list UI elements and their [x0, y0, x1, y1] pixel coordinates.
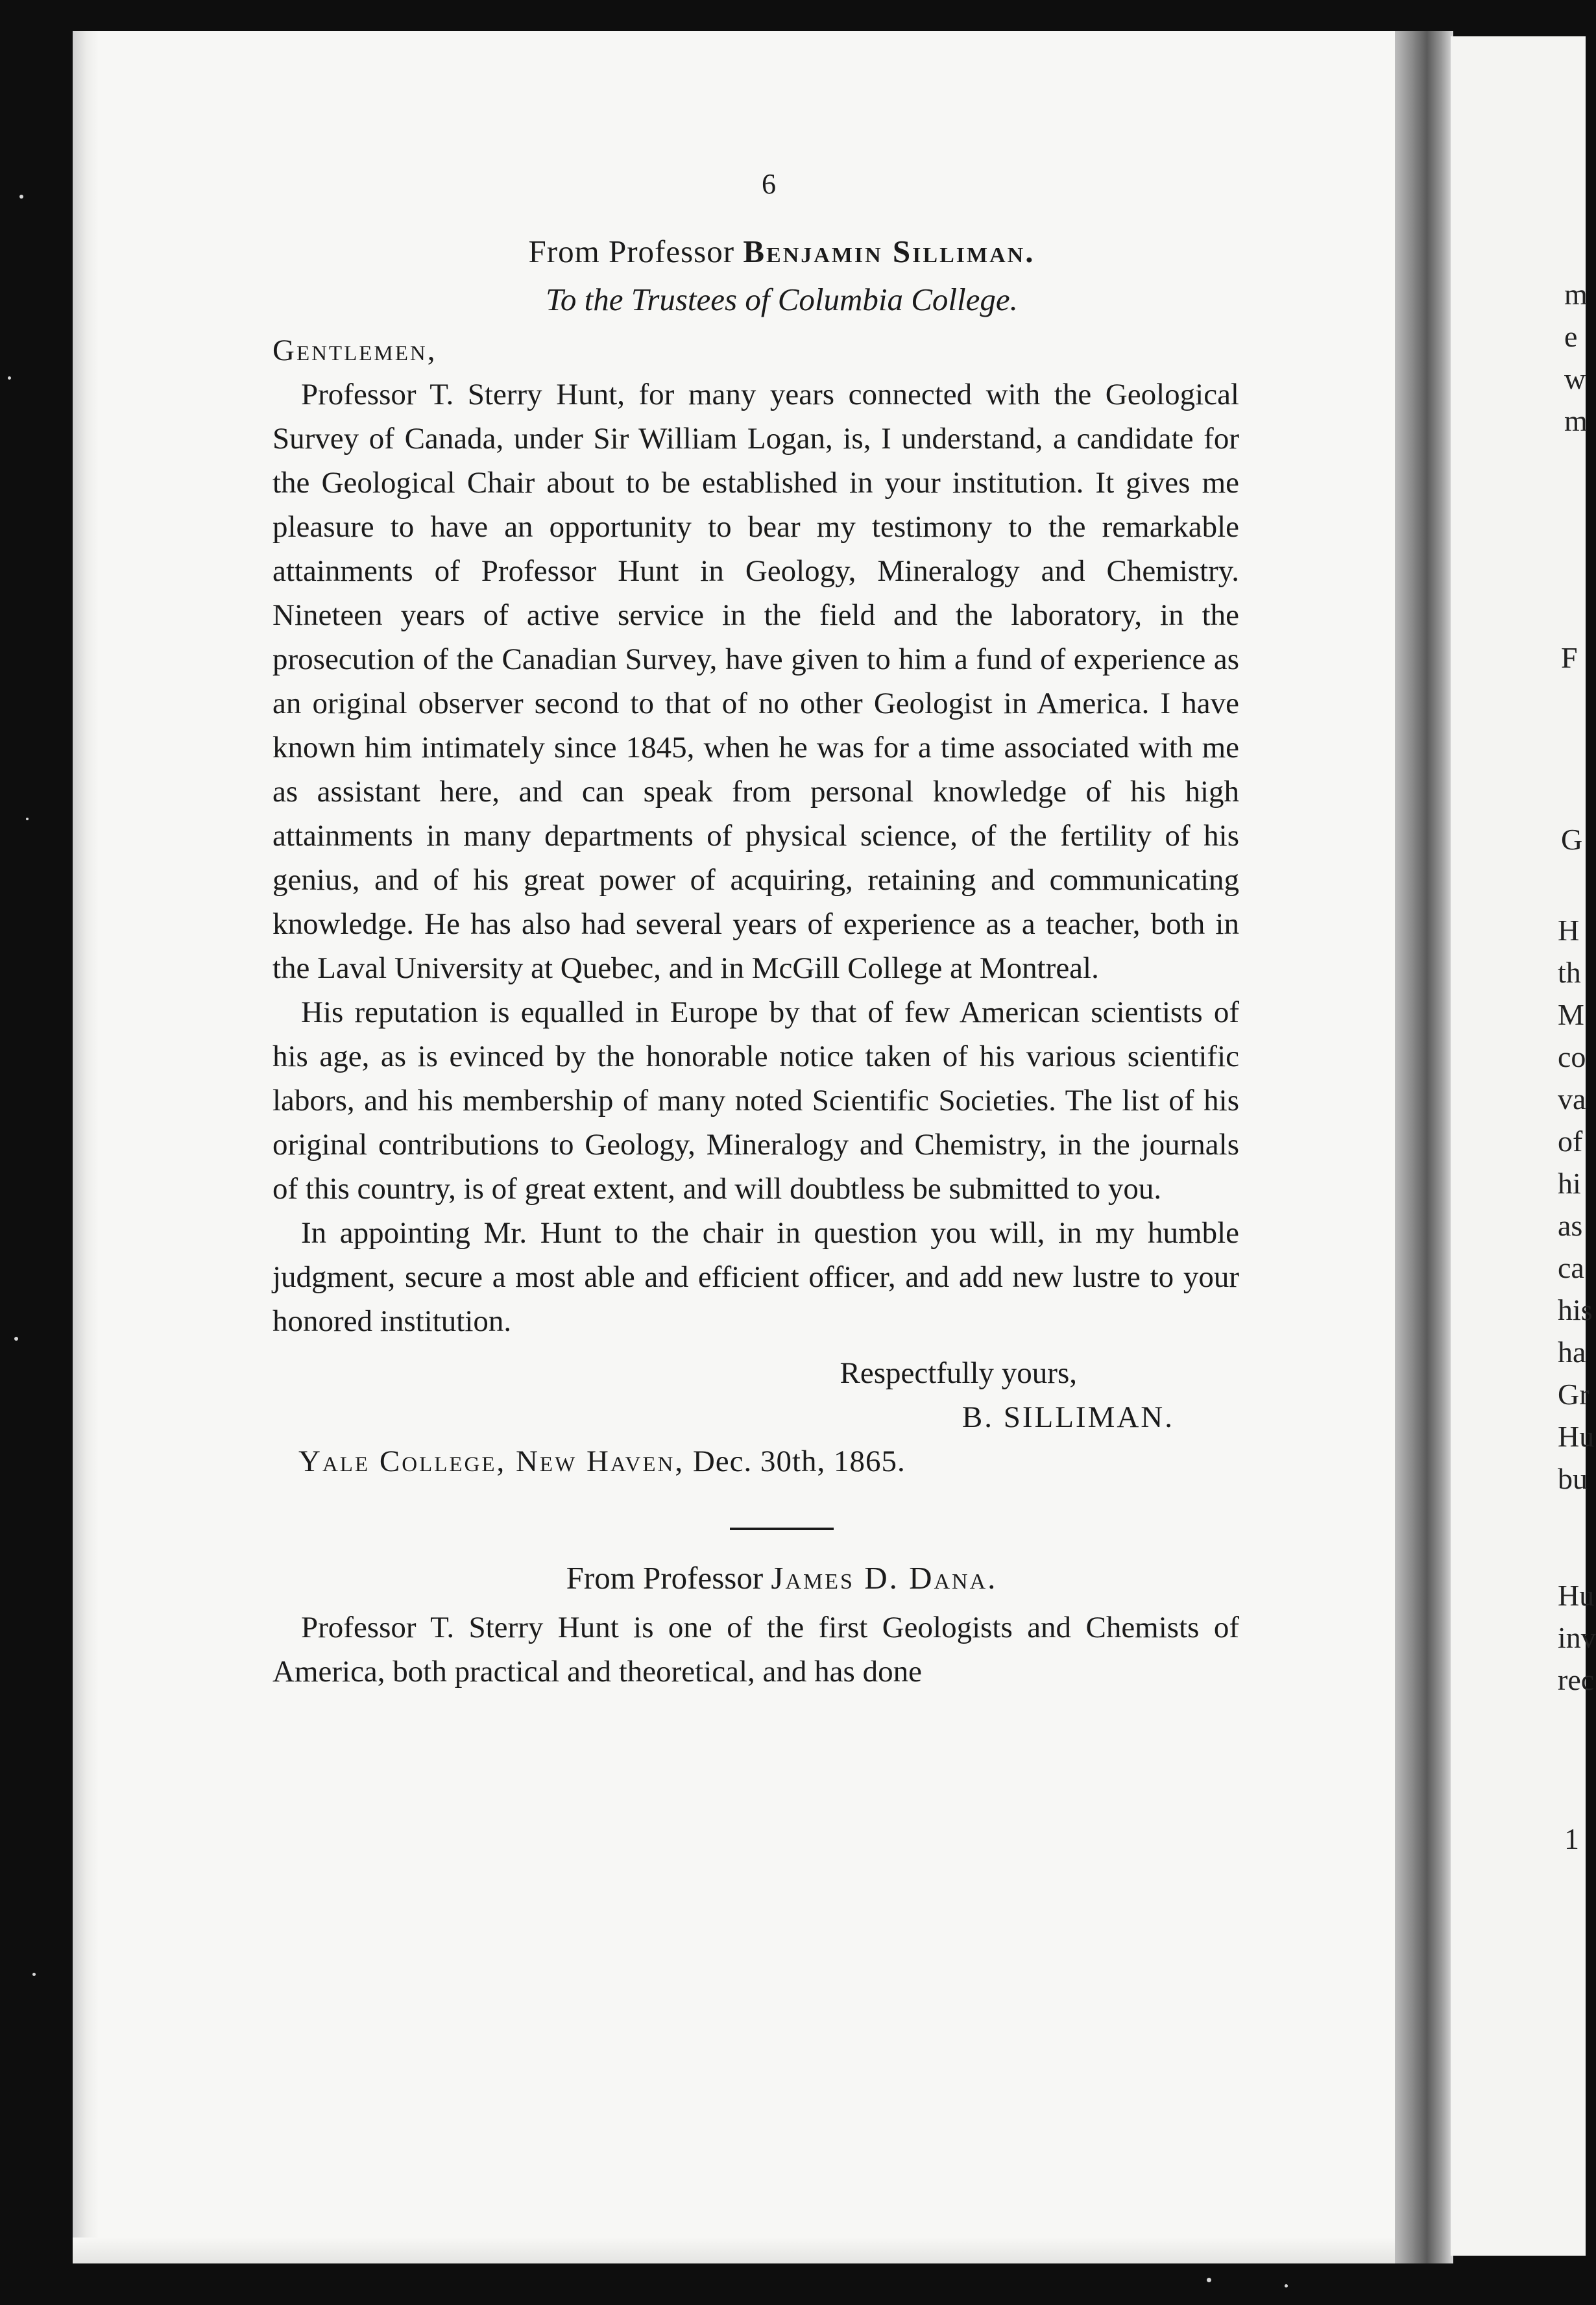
facing-page-line: of: [1558, 1125, 1583, 1158]
facing-page-line: M: [1558, 998, 1584, 1031]
letter-paragraph: His reputation is equalled in Europe by that of few American scientists of his age, as is evinced by the honorable notice taken of his various scientific labors, and his membership of many noted Scientific Societies. The list of his original contributions to Geology, Mineralogy and Chemistry, in the journals of this country, is of great extent, and will doubtless be submitted to you.: [272, 995, 1239, 1206]
facing-page-line: as: [1558, 1209, 1583, 1242]
facing-page-line: ca: [1558, 1251, 1584, 1284]
letter-paragraph: In appointing Mr. Hunt to the chair in question you will, in my humble judgment, secure a most able and efficient officer, and add new lustre to your honored institution.: [272, 1216, 1239, 1338]
letter-paragraph: Professor T. Sterry Hunt is one of the first Geologists and Chemists of America, both practical and theoretical, and has done: [272, 1611, 1239, 1689]
scan-speck: [1285, 2284, 1288, 2287]
letter-heading: [272, 1556, 1239, 1600]
letter-salutation: Gentlemen,: [272, 334, 437, 367]
letter-dateline: [272, 1439, 1239, 1483]
facing-page-line: his: [1558, 1293, 1593, 1326]
facing-page-line: Hu: [1558, 1420, 1595, 1453]
letter-author: James D. Dana.: [771, 1560, 998, 1596]
letter-heading-prefix: From Professor: [566, 1560, 764, 1596]
facing-page-line: bu: [1558, 1462, 1588, 1495]
facing-page-line: ha: [1558, 1335, 1586, 1369]
scan-speck: [1207, 2278, 1211, 2282]
letter-closing: Respectfully yours,: [840, 1356, 1077, 1390]
letter-signature: B. SILLIMAN.: [961, 1400, 1174, 1434]
facing-page-line: co: [1558, 1040, 1586, 1073]
facing-page-line: rec: [1558, 1663, 1595, 1696]
scan-speck: [32, 1973, 36, 1976]
section-divider: [730, 1528, 834, 1530]
page-text-column: [272, 162, 1239, 1694]
page-number: 6: [762, 168, 776, 200]
scan-speck: [14, 1337, 18, 1341]
letter-author: Benjamin Silliman.: [743, 234, 1035, 269]
facing-page: [1451, 36, 1596, 2256]
facing-page-line: m: [1564, 278, 1588, 311]
dateline-date: Dec. 30th, 1865.: [692, 1445, 906, 1478]
letter-heading-prefix: From Professor: [528, 234, 735, 269]
dateline-place: Yale College, New Haven,: [298, 1445, 685, 1478]
facing-page-line: Hu: [1558, 1579, 1595, 1612]
letter-paragraph: Professor T. Sterry Hunt, for many years connected with the Geological Survey of Canada, under Sir William Logan, is, I understand, a candidate for the Geological Chair about to be established in your institution. It gives me pleasure to have an opportunity to bear my testimony to the remarkable attainments of Professor Hunt in Geology, Mineralogy and Chemistry. Nineteen years of active service in the field and the laboratory, in the prosecution of the Canadian Survey, have given to him a fund of experience as an original observer second to that of no other Geologist in America. I have known him intimately since 1845, when he was for a time associated with me as assistant here, and can speak from personal knowledge of his high attainments in many departments of physical science, of the fertility of his genius, and of his great power of acquiring, retaining and communicating knowledge. He has also had several years of experience as a teacher, both in the Laval University at Quebec, and in McGill College at Montreal.: [272, 378, 1239, 985]
facing-page-line: F: [1561, 641, 1578, 674]
page-edge: [73, 2238, 1408, 2263]
letter-addressee: To the Trustees of Columbia College.: [546, 282, 1018, 317]
scan-speck: [19, 195, 23, 199]
scan-speck: [26, 818, 29, 820]
facing-page-line: 1: [1564, 1822, 1579, 1855]
letter-heading: [272, 230, 1239, 274]
facing-page-line: hi: [1558, 1167, 1581, 1200]
facing-page-line: G: [1561, 823, 1583, 856]
facing-page-line: va: [1558, 1082, 1586, 1116]
scan-speck: [8, 376, 11, 380]
facing-page-line: th: [1558, 956, 1581, 989]
facing-page-line: H: [1558, 914, 1580, 947]
facing-page-line: w: [1564, 362, 1586, 395]
facing-page-line: Gr: [1558, 1378, 1590, 1411]
book-gutter: [1395, 31, 1453, 2263]
facing-page-line: e: [1564, 320, 1578, 353]
page-edge: [73, 31, 99, 2263]
facing-page-line: inv: [1558, 1621, 1596, 1654]
facing-page-line: m: [1564, 404, 1588, 437]
